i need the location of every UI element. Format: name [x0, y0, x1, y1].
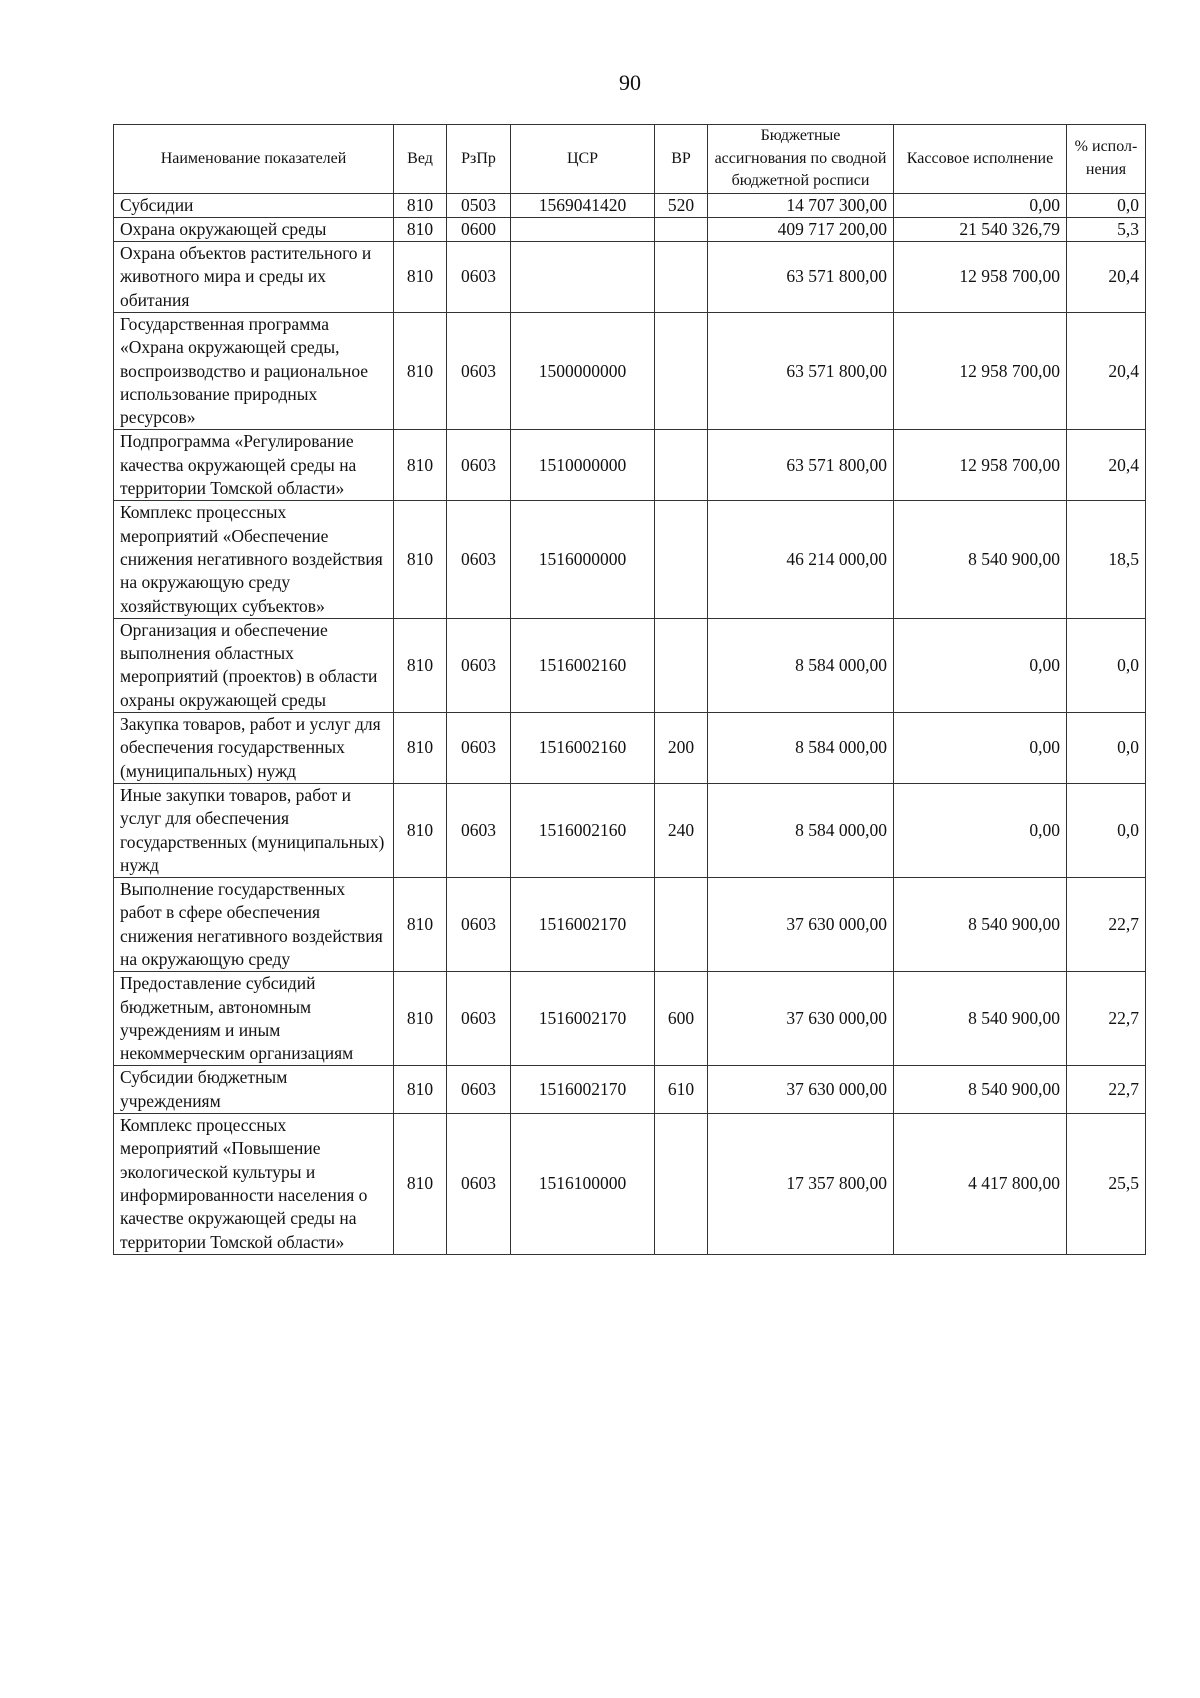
cell-exec: 12 958 700,00	[894, 430, 1067, 501]
cell-assign: 37 630 000,00	[708, 878, 894, 972]
cell-exec: 12 958 700,00	[894, 242, 1067, 313]
table-row	[114, 972, 1146, 1066]
cell-csr: 1516002160	[511, 713, 655, 784]
table-row	[114, 217, 1146, 241]
cell-ved: 810	[394, 618, 447, 712]
cell-ved: 810	[394, 1066, 447, 1114]
cell-assign: 37 630 000,00	[708, 1066, 894, 1114]
header-ved: Вед	[394, 125, 447, 194]
cell-assign: 17 357 800,00	[708, 1114, 894, 1255]
cell-name: Субсидии бюджетным учреждениям	[114, 1066, 394, 1114]
cell-name: Комплекс процессных мероприятий «Обеспечение снижения негативного воздействия на окружающую среду хозяйствующих субъектов»	[114, 501, 394, 618]
cell-rzpr: 0503	[447, 193, 511, 217]
cell-rzpr: 0603	[447, 430, 511, 501]
cell-rzpr: 0603	[447, 618, 511, 712]
cell-name: Организация и обеспечение выполнения областных мероприятий (проектов) в области охраны окружающей среды	[114, 618, 394, 712]
cell-assign: 8 584 000,00	[708, 618, 894, 712]
cell-ved: 810	[394, 878, 447, 972]
cell-exec: 0,00	[894, 193, 1067, 217]
table-row	[114, 1066, 1146, 1114]
cell-name: Подпрограмма «Регулирование качества окружающей среды на территории Томской области»	[114, 430, 394, 501]
cell-csr: 1569041420	[511, 193, 655, 217]
table-row	[114, 430, 1146, 501]
cell-rzpr: 0600	[447, 217, 511, 241]
page-number: 90	[619, 70, 641, 95]
cell-name: Выполнение государственных работ в сфере обеспечения снижения негативного воздействия на окружающую среду	[114, 878, 394, 972]
cell-ved: 810	[394, 430, 447, 501]
cell-csr	[511, 217, 655, 241]
cell-name: Охрана окружающей среды	[114, 217, 394, 241]
cell-name: Охрана объектов растительного и животного мира и среды их обитания	[114, 242, 394, 313]
cell-name: Предоставление субсидий бюджетным, автономным учреждениям и иным некоммерческим организациям	[114, 972, 394, 1066]
cell-vr: 240	[655, 783, 708, 877]
cell-csr: 1516002170	[511, 878, 655, 972]
table-row	[114, 878, 1146, 972]
cell-csr: 1516002170	[511, 1066, 655, 1114]
cell-vr	[655, 1114, 708, 1255]
cell-rzpr: 0603	[447, 242, 511, 313]
cell-exec: 0,00	[894, 618, 1067, 712]
header-rzpr: РзПр	[447, 125, 511, 194]
cell-vr	[655, 878, 708, 972]
cell-rzpr: 0603	[447, 713, 511, 784]
cell-assign: 14 707 300,00	[708, 193, 894, 217]
cell-pct: 0,0	[1067, 783, 1146, 877]
header-csr: ЦСР	[511, 125, 655, 194]
cell-pct: 22,7	[1067, 972, 1146, 1066]
header-assign: Бюджетные ассигнования по сводной бюджетной росписи	[708, 125, 894, 194]
header-exec: Кассовое исполнение	[894, 125, 1067, 194]
table-row	[114, 1114, 1146, 1255]
cell-assign: 8 584 000,00	[708, 713, 894, 784]
cell-exec: 8 540 900,00	[894, 1066, 1067, 1114]
header-row	[114, 125, 1146, 194]
cell-vr: 520	[655, 193, 708, 217]
cell-assign: 37 630 000,00	[708, 972, 894, 1066]
cell-pct: 0,0	[1067, 713, 1146, 784]
cell-exec: 4 417 800,00	[894, 1114, 1067, 1255]
cell-csr: 1516002170	[511, 972, 655, 1066]
cell-pct: 5,3	[1067, 217, 1146, 241]
cell-vr	[655, 217, 708, 241]
cell-exec: 21 540 326,79	[894, 217, 1067, 241]
cell-csr: 1516100000	[511, 1114, 655, 1255]
header-vr: ВР	[655, 125, 708, 194]
cell-assign: 8 584 000,00	[708, 783, 894, 877]
cell-assign: 46 214 000,00	[708, 501, 894, 618]
header-name: Наименование показателей	[114, 125, 394, 194]
cell-name: Закупка товаров, работ и услуг для обеспечения государственных (муниципальных) нужд	[114, 713, 394, 784]
cell-assign: 63 571 800,00	[708, 242, 894, 313]
cell-ved: 810	[394, 217, 447, 241]
cell-ved: 810	[394, 501, 447, 618]
table-body	[114, 193, 1146, 1254]
cell-vr	[655, 312, 708, 429]
cell-rzpr: 0603	[447, 1114, 511, 1255]
cell-pct: 22,7	[1067, 1066, 1146, 1114]
cell-csr	[511, 242, 655, 313]
table-row	[114, 618, 1146, 712]
cell-name: Субсидии	[114, 193, 394, 217]
table-row	[114, 312, 1146, 429]
table-row	[114, 713, 1146, 784]
cell-rzpr: 0603	[447, 1066, 511, 1114]
cell-rzpr: 0603	[447, 972, 511, 1066]
cell-exec: 0,00	[894, 713, 1067, 784]
cell-exec: 8 540 900,00	[894, 501, 1067, 618]
cell-vr	[655, 430, 708, 501]
cell-name: Комплекс процессных мероприятий «Повышение экологической культуры и информированности населения о качестве окружающей среды на территории Томской области»	[114, 1114, 394, 1255]
table-row	[114, 783, 1146, 877]
cell-pct: 20,4	[1067, 242, 1146, 313]
cell-rzpr: 0603	[447, 312, 511, 429]
header-pct: % испол-нения	[1067, 125, 1146, 194]
cell-ved: 810	[394, 242, 447, 313]
cell-exec: 8 540 900,00	[894, 972, 1067, 1066]
cell-rzpr: 0603	[447, 501, 511, 618]
cell-vr: 200	[655, 713, 708, 784]
cell-ved: 810	[394, 193, 447, 217]
cell-assign: 63 571 800,00	[708, 312, 894, 429]
cell-name: Иные закупки товаров, работ и услуг для обеспечения государственных (муниципальных) нужд	[114, 783, 394, 877]
cell-ved: 810	[394, 713, 447, 784]
cell-ved: 810	[394, 1114, 447, 1255]
cell-vr: 600	[655, 972, 708, 1066]
cell-name: Государственная программа «Охрана окружающей среды, воспроизводство и рациональное использование природных ресурсов»	[114, 312, 394, 429]
cell-ved: 810	[394, 972, 447, 1066]
cell-vr	[655, 618, 708, 712]
cell-pct: 0,0	[1067, 618, 1146, 712]
cell-exec: 8 540 900,00	[894, 878, 1067, 972]
cell-csr: 1516002160	[511, 618, 655, 712]
cell-rzpr: 0603	[447, 783, 511, 877]
budget-table	[113, 124, 1146, 1255]
cell-pct: 22,7	[1067, 878, 1146, 972]
cell-pct: 18,5	[1067, 501, 1146, 618]
cell-vr	[655, 501, 708, 618]
cell-exec: 12 958 700,00	[894, 312, 1067, 429]
cell-vr	[655, 242, 708, 313]
cell-assign: 63 571 800,00	[708, 430, 894, 501]
cell-csr: 1516000000	[511, 501, 655, 618]
cell-assign: 409 717 200,00	[708, 217, 894, 241]
cell-ved: 810	[394, 783, 447, 877]
cell-pct: 25,5	[1067, 1114, 1146, 1255]
cell-csr: 1500000000	[511, 312, 655, 429]
cell-pct: 20,4	[1067, 312, 1146, 429]
table-row	[114, 501, 1146, 618]
cell-ved: 810	[394, 312, 447, 429]
cell-pct: 0,0	[1067, 193, 1146, 217]
cell-vr: 610	[655, 1066, 708, 1114]
cell-rzpr: 0603	[447, 878, 511, 972]
table-row	[114, 242, 1146, 313]
table-row	[114, 193, 1146, 217]
cell-pct: 20,4	[1067, 430, 1146, 501]
cell-csr: 1510000000	[511, 430, 655, 501]
cell-csr: 1516002160	[511, 783, 655, 877]
cell-exec: 0,00	[894, 783, 1067, 877]
